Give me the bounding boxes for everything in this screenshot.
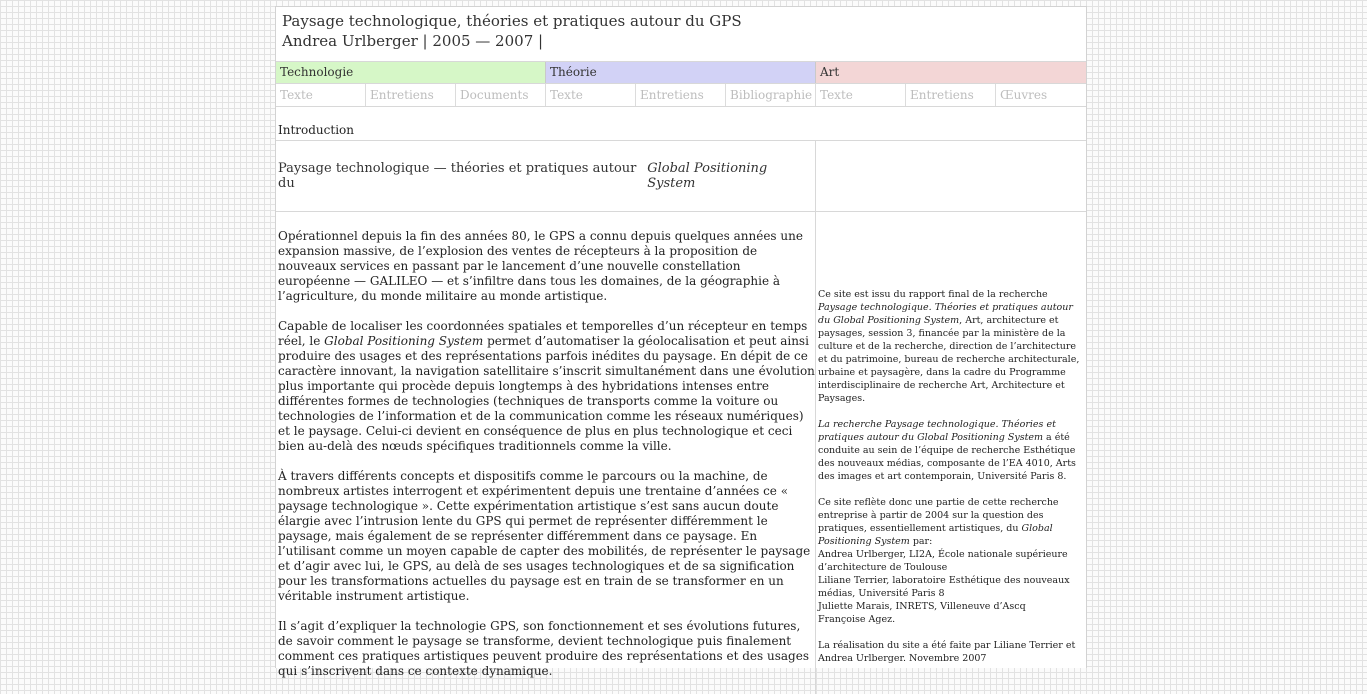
- sidebar-em: La recherche Paysage technologique. Théories et pratiques autour du Global Positioning System: [818, 419, 1056, 443]
- sidebar-paragraph: [818, 418, 1084, 483]
- category-technologie[interactable]: Technologie: [276, 62, 546, 83]
- sidebar-text: , Art, architecture et paysages, session 3, financée par la ministère de la culture et de la recherche, direction de l’architecture et du patrimoine, bureau de recherche architecturale, urbaine et paysagère, dans la cadre du Programme interdisciplinaire de recherche Art, Architecture et Paysages.: [818, 315, 1080, 404]
- sidebar-text: Ce site est issu du rapport final de la recherche: [818, 289, 1048, 300]
- site-header: [276, 7, 1086, 62]
- subnav-technologie-entretiens[interactable]: Entretiens: [366, 84, 456, 106]
- sidebar-title-cell: [816, 141, 1086, 212]
- sidebar-body: [816, 212, 1086, 665]
- category-bar: [276, 62, 1086, 84]
- site-title[interactable]: Paysage technologique, théories et pratiques autour du GPS: [282, 12, 742, 30]
- article-title-em: Global Positioning System: [647, 161, 768, 191]
- sidebar-person: Andrea Urlberger, LI2A, École nationale supérieure d’architecture de Toulouse: [818, 549, 1068, 573]
- subnav-art-texte[interactable]: Texte: [816, 84, 906, 106]
- sidebar-column: [816, 141, 1086, 694]
- sidebar-paragraph: [818, 288, 1084, 405]
- subnav-theorie-entretiens[interactable]: Entretiens: [636, 84, 726, 106]
- article-paragraph: Opérationnel depuis la fin des années 80, le GPS a connu depuis quelques années une expansion massive, de l’explosion des ventes de récepteurs à la proposition de nouveaux services en passant par le lancement d’une nouvelle constellation européenne — GALILEO — et s’infiltre dans tous les domaines, de la géographie à l’agriculture, du monde militaire au monde artistique.: [278, 229, 803, 303]
- category-art[interactable]: Art: [816, 62, 1086, 83]
- content-grid: [276, 141, 1086, 694]
- site-subtitle: Andrea Urlberger | 2005 — 2007 |: [282, 32, 544, 50]
- sidebar-em: Global Positioning System: [818, 523, 1053, 547]
- subnav-art-entretiens[interactable]: Entretiens: [906, 84, 996, 106]
- sidebar-paragraph: [818, 496, 1084, 626]
- page-container: [275, 6, 1087, 678]
- subnav-art-oeuvres[interactable]: Œuvres: [1000, 88, 1048, 102]
- article-body: [276, 212, 815, 679]
- article-title: [276, 141, 815, 212]
- subnav-theorie-bibliographie[interactable]: Bibliographie: [726, 84, 816, 106]
- subnav-technologie-texte[interactable]: Texte: [276, 84, 366, 106]
- sidebar-text: a été conduite au sein de l’équipe de recherche Esthétique des nouveaux médias, composante de l’EA 4010, Arts des images et art contemporain, Université Paris 8.: [818, 432, 1076, 482]
- category-theorie[interactable]: Théorie: [546, 62, 816, 83]
- article-paragraph: Il s’agit d’expliquer la technologie GPS, son fonctionnement et ses évolutions futures, de savoir comment le paysage se transforme, devient technologique puis finalement comment ces pratiques artistiques peuvent produire des représentations et des usages qui s’inscrivent dans ce contexte dynamique.: [278, 619, 809, 678]
- sidebar-em: Paysage technologique. Théories et pratiques autour du Global Positioning System: [818, 302, 1073, 326]
- main-column: [276, 141, 816, 694]
- subnav-technologie-documents[interactable]: Documents: [456, 84, 546, 106]
- sidebar-person: Juliette Marais, INRETS, Villeneuve d’Ascq: [818, 601, 1026, 612]
- article-paragraph: [278, 319, 815, 454]
- article-title-text: Paysage technologique — théories et pratiques autour du: [278, 161, 637, 191]
- subnav-theorie-texte[interactable]: Texte: [546, 84, 636, 106]
- sidebar-person: Françoise Agez.: [818, 614, 896, 625]
- article-text: permet d’automatiser la géolocalisation et peut ainsi produire des usages et des représentations parfois inédites du paysage. En dépit de ce caractère innovant, la navigation satellitaire s’inscrit simultanément dans une évolution plus importante qui procède depuis longtemps à des hybridations intenses entre différentes formes de technologies (techniques de transports comme la voiture ou technologies de l’information et de la communication comme les réseaux numériques) et le paysage. Celui-ci devient en conséquence de plus en plus technologique et ceci bien au-delà des nœuds spécifiques traditionnels comme la ville.: [278, 334, 815, 453]
- section-heading-row: [276, 107, 1086, 141]
- article-text: Capable de localiser les coordonnées spatiales et temporelles d’un récepteur en temps réel, le: [278, 319, 808, 348]
- sidebar-text: par:: [909, 536, 933, 547]
- sidebar-paragraph: La réalisation du site a été faite par Liliane Terrier et Andrea Urlberger. Novembre 2007: [818, 640, 1076, 664]
- sidebar-text: Ce site reflète donc une partie de cette recherche entreprise à partir de 2004 sur la question des pratiques, essentiellement artistiques, du: [818, 497, 1059, 534]
- article-em: Global Positioning System: [324, 334, 484, 348]
- sidebar-person: Liliane Terrier, laboratoire Esthétique des nouveaux médias, Université Paris 8: [818, 575, 1070, 599]
- sub-navigation: [276, 84, 1086, 107]
- section-heading: Introduction: [278, 123, 354, 137]
- article-paragraph: À travers différents concepts et dispositifs comme le parcours ou la machine, de nombreux artistes interrogent et expérimentent depuis une trentaine d’années ce « paysage technologique ». Cette expérimentation artistique s’est sans aucun doute élargie avec l’intrusion lente du GPS qui permet de représenter différemment le paysage, mais également de se représenter différemment dans ce paysage. En l’utilisant comme un moyen capable de capter des mobilités, de représenter le paysage et d’agir avec lui, le GPS, au delà de ses usages technologiques et de sa signification pour les transformations actuelles du paysage est en train de se transformer en un véritable instrument artistique.: [278, 469, 811, 603]
